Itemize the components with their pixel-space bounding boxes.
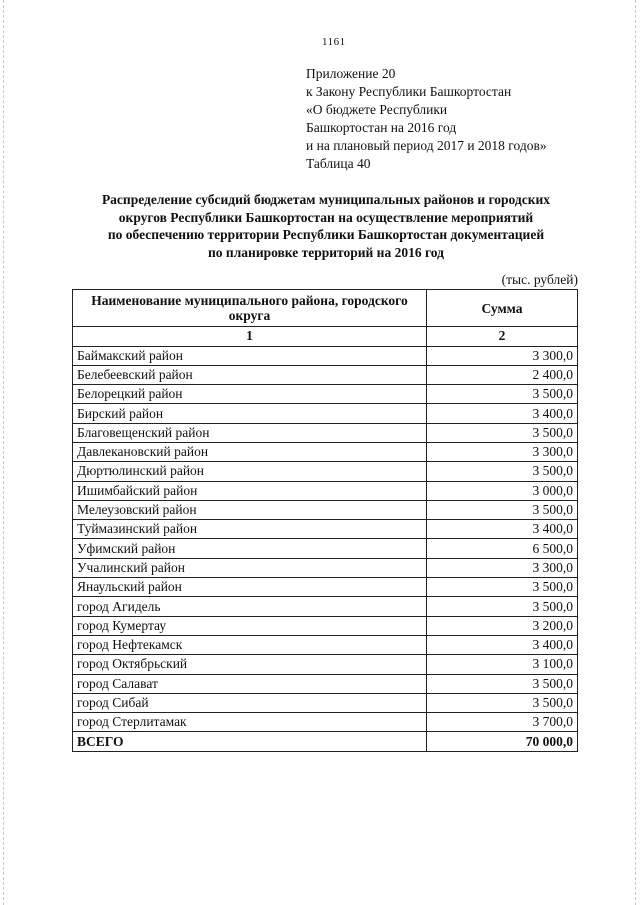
header-row — [73, 290, 578, 327]
table-row — [73, 520, 578, 539]
row-sum: 6 500,0 — [427, 539, 578, 558]
table-row — [73, 558, 578, 577]
table-row — [73, 462, 578, 481]
row-name: Давлекановский район — [73, 442, 427, 461]
table-row — [73, 655, 578, 674]
table-number: Таблица 40 — [306, 156, 371, 171]
appendix-line: Приложение 20 — [306, 66, 396, 81]
row-sum: 3 500,0 — [427, 674, 578, 693]
appendix-line: Башкортостан на 2016 год — [306, 120, 457, 135]
column-number-name: 1 — [73, 327, 427, 347]
row-name: Бирский район — [73, 404, 427, 423]
appendix-block — [306, 65, 547, 173]
row-name: Мелеузовский район — [73, 500, 427, 519]
table-row — [73, 365, 578, 384]
row-name: Баймакский район — [73, 346, 427, 365]
scan-edge-right — [635, 0, 637, 905]
table-row — [73, 693, 578, 712]
table-row — [73, 635, 578, 654]
row-sum: 3 500,0 — [427, 385, 578, 404]
table-row — [73, 442, 578, 461]
total-sum: 70 000,0 — [427, 732, 578, 751]
row-name: Учалинский район — [73, 558, 427, 577]
appendix-line: «О бюджете Республики — [306, 102, 448, 117]
table-row — [73, 346, 578, 365]
row-name: город Салават — [73, 674, 427, 693]
row-name: город Стерлитамак — [73, 713, 427, 732]
row-sum: 3 500,0 — [427, 578, 578, 597]
row-sum: 3 300,0 — [427, 442, 578, 461]
row-sum: 3 700,0 — [427, 713, 578, 732]
header-name: Наименование муниципального района, городского округа — [73, 290, 427, 327]
appendix-line: к Закону Республики Башкортостан — [306, 84, 512, 99]
row-sum: 3 500,0 — [427, 500, 578, 519]
table-row — [73, 578, 578, 597]
row-name: Уфимский район — [73, 539, 427, 558]
row-sum: 3 500,0 — [427, 462, 578, 481]
row-sum: 3 100,0 — [427, 655, 578, 674]
page-number: 1161 — [322, 36, 346, 48]
row-name: город Сибай — [73, 693, 427, 712]
table-body — [73, 346, 578, 732]
row-name: город Октябрьский — [73, 655, 427, 674]
row-sum: 3 500,0 — [427, 693, 578, 712]
table-row — [73, 500, 578, 519]
row-sum: 3 500,0 — [427, 597, 578, 616]
row-name: Белорецкий район — [73, 385, 427, 404]
units-note: (тыс. рублей) — [501, 272, 578, 287]
column-number-sum: 2 — [427, 327, 578, 347]
row-sum: 3 300,0 — [427, 558, 578, 577]
title-line: по планировке территорий на 2016 год — [208, 244, 444, 260]
title-line: Распределение субсидий бюджетам муниципальных районов и городских — [101, 192, 551, 207]
header-sum: Сумма — [427, 290, 578, 327]
row-name: город Кумертау — [73, 616, 427, 635]
row-name: Белебеевский район — [73, 365, 427, 384]
row-sum: 3 400,0 — [427, 404, 578, 423]
table-row — [73, 616, 578, 635]
row-name: Благовещенский район — [73, 423, 427, 442]
subsidy-table — [72, 289, 578, 752]
column-number-row — [73, 327, 578, 347]
document-title — [60, 191, 592, 261]
total-label: ВСЕГО — [73, 732, 427, 751]
table-row — [73, 713, 578, 732]
row-sum: 3 400,0 — [427, 520, 578, 539]
table-row — [73, 674, 578, 693]
table-row — [73, 423, 578, 442]
row-sum: 2 400,0 — [427, 365, 578, 384]
title-line: по обеспечению территории Республики Башкортостан документацией — [107, 227, 545, 242]
row-name: город Нефтекамск — [73, 635, 427, 654]
total-row — [73, 732, 578, 751]
table-row — [73, 539, 578, 558]
scan-edge-left — [3, 0, 5, 905]
row-name: город Агидель — [73, 597, 427, 616]
row-sum: 3 200,0 — [427, 616, 578, 635]
title-line: округов Республики Башкортостан на осуществление мероприятий — [118, 209, 534, 225]
appendix-line: и на плановый период 2017 и 2018 годов» — [306, 138, 547, 153]
table-row — [73, 404, 578, 423]
row-name: Туймазинский район — [73, 520, 427, 539]
table-row — [73, 597, 578, 616]
row-sum: 3 300,0 — [427, 346, 578, 365]
row-sum: 3 400,0 — [427, 635, 578, 654]
row-sum: 3 500,0 — [427, 423, 578, 442]
row-name: Дюртюлинский район — [73, 462, 427, 481]
row-name: Янаульский район — [73, 578, 427, 597]
table-row — [73, 385, 578, 404]
table-row — [73, 481, 578, 500]
row-sum: 3 000,0 — [427, 481, 578, 500]
row-name: Ишимбайский район — [73, 481, 427, 500]
